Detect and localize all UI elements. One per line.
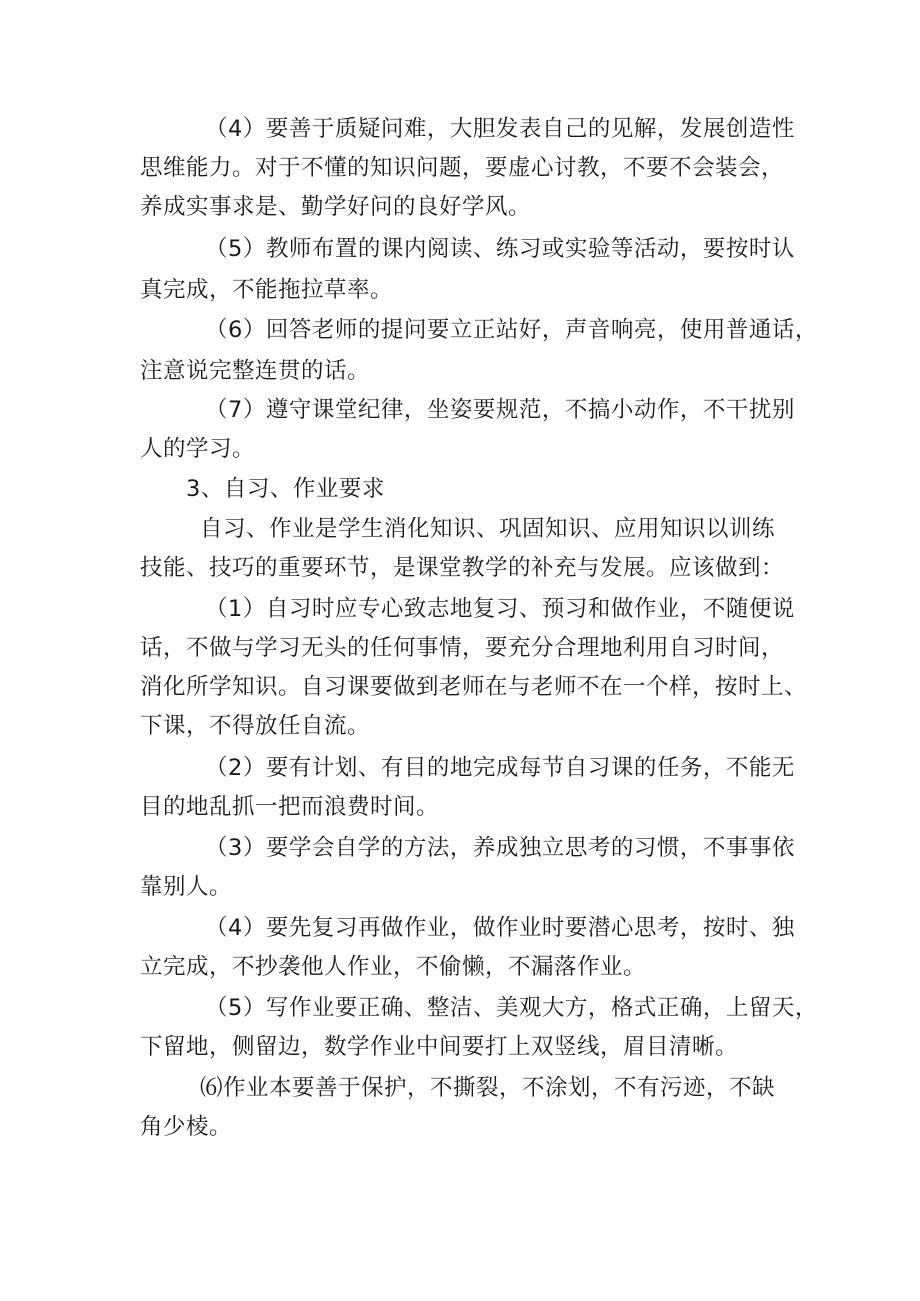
text-line: 角少棱。 [140, 1114, 233, 1140]
text-line: 立完成，不抄袭他人作业，不偷懒，不漏落作业。 [140, 954, 647, 980]
text-line: 靠别人。 [140, 874, 233, 900]
text-line: （5）教师布置的课内阅读、练习或实验等活动，要按时认 [205, 236, 795, 262]
text-line: 真完成，不能拖拉草率。 [140, 277, 394, 303]
text-line: 思维能力。对于不懂的知识问题，要虚心讨教，不要不会装会， [140, 155, 785, 181]
text-line: 下课，不得放任自流。 [140, 713, 371, 739]
text-line: 人的学习。 [140, 436, 256, 462]
text-line: 下留地，侧留边，数学作业中间要打上双竖线，眉目清晰。 [140, 1034, 739, 1060]
text-line: （3）要学会自学的方法，养成独立思考的习惯，不事事依 [205, 835, 795, 861]
text-line: （4）要善于质疑问难，大胆发表自己的见解，发展创造性 [205, 116, 795, 142]
text-line: （1）自习时应专心致志地复习、预习和做作业，不随便说 [205, 596, 795, 622]
text-line: （7）遵守课堂纪律，坐姿要规范，不搞小动作，不干扰别 [205, 397, 795, 423]
text-line: 技能、技巧的重要环节，是课堂教学的补充与发展。应该做到： [140, 555, 785, 581]
text-line: 自习、作业是学生消化知识、巩固知识、应用知识以训练 [200, 516, 776, 542]
text-line: 目的地乱抓一把而浪费时间。 [140, 794, 440, 820]
text-line: （4）要先复习再做作业，做作业时要潜心思考，按时、独 [205, 915, 795, 941]
text-line: 注意说完整连贯的话。 [140, 358, 371, 384]
text-line: ⑹作业本要善于保护，不撕裂，不涂划，不有污迹，不缺 [200, 1075, 776, 1101]
text-line: 话，不做与学习无头的任何事情，要充分合理地利用自习时间， [140, 635, 785, 661]
section-heading: 3、自习、作业要求 [186, 476, 385, 502]
text-line: （5）写作业要正确、整洁、美观大方，格式正确，上留天， [205, 995, 818, 1021]
text-line: 消化所学知识。自习课要做到老师在与老师不在一个样，按时上、 [140, 674, 808, 700]
text-line: （2）要有计划、有目的地完成每节自习课的任务，不能无 [205, 755, 795, 781]
text-line: （6）回答老师的提问要立正站好，声音响亮，使用普通话， [205, 317, 818, 343]
text-line: 养成实事求是、勤学好问的良好学风。 [140, 194, 532, 220]
